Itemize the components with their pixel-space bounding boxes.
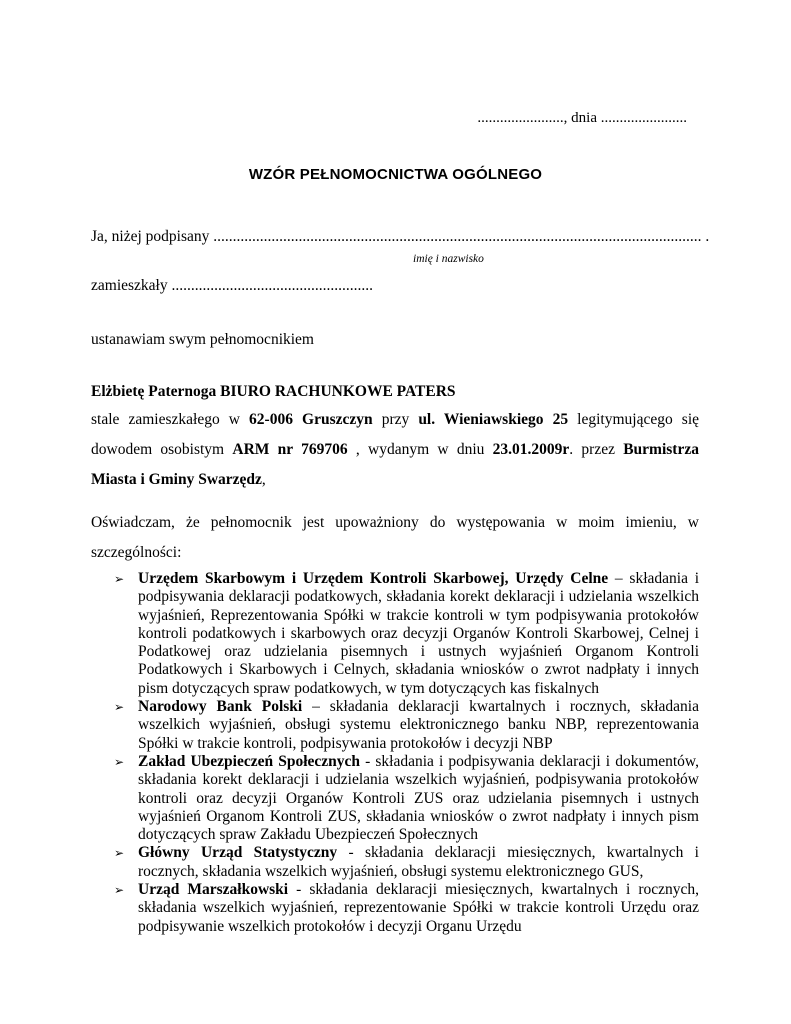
arrow-bullet-icon: ➢	[114, 700, 125, 715]
attorney-address-line: stale zamieszkałego w 62-006 Gruszczyn przy ul. Wieniawskiego 25 legitymującego się	[91, 411, 699, 428]
list-item-line: podpisywanie wszelkich protokołów i decyzji Organu Urzędu	[138, 917, 522, 935]
list-item-text	[138, 698, 699, 753]
list-item-line: wyjaśnień, Reprezentowania Spółki w trakcie kontroli w tym podpisywania protokołów	[138, 606, 699, 624]
list-item	[91, 570, 699, 698]
appoint-line: ustanawiam swym pełnomocnikiem	[91, 331, 314, 348]
institution-name: Główny Urząd Statystyczny	[138, 844, 338, 862]
list-item-text	[138, 570, 699, 698]
declaration-line-2: szczególności:	[91, 544, 182, 561]
list-item-line: podpisywania deklaracji podatkowych, składania korekt deklaracji i udzielania wszelkich	[138, 588, 699, 606]
list-item-line: składania wszelkich wyjaśnień, reprezentowanie Spółki w trakcie kontroli Urzędu oraz	[138, 899, 699, 917]
arrow-bullet-icon: ➢	[114, 754, 125, 769]
list-item-line: kontroli oraz decyzji Organów Kontroli ZUS oraz udzielania pisemnych i ustnych	[138, 789, 699, 807]
list-item	[91, 844, 699, 881]
list-item	[91, 881, 699, 936]
list-item-line: Podatkowych i Skarbowych i Celnych, składania wniosków o zwrot nadpłaty i innych	[138, 661, 699, 679]
attorney-details	[91, 405, 699, 495]
list-item-line: Urząd Marszałkowski - składania deklaracji miesięcznych, kwartalnych i rocznych,	[138, 881, 700, 899]
declaration-paragraph	[91, 508, 699, 568]
list-item-line: dotyczących spraw Zakładu Ubezpieczeń Społecznych	[138, 826, 478, 844]
list-item-line: Urzędem Skarbowym i Urzędem Kontroli Skarbowej, Urzędy Celne – składania i	[138, 570, 700, 587]
name-caption: imię i nazwisko	[413, 253, 484, 265]
attorney-name: Elżbietę Paternoga BIURO RACHUNKOWE PATERS	[91, 383, 456, 400]
institution-name: Urząd Marszałkowski	[138, 881, 289, 899]
attorney-id-line: dowodem osobistym ARM nr 769706 , wydanym w dniu 23.01.2009r. przez Burmistrza	[91, 441, 699, 458]
list-item-line: wyjaśnień Organom Kontroli ZUS, składania wniosków o zwrot nadpłaty i innych pism	[138, 807, 699, 825]
list-item-line: Zakład Ubezpieczeń Społecznych - składania i podpisywania deklaracji i dokumentów,	[138, 752, 699, 770]
list-item-text	[138, 753, 699, 844]
list-item	[91, 753, 699, 844]
list-item-line: wszelkich wyjaśnień, obsługi systemu elektronicznego banku NBP, reprezentowania	[138, 716, 699, 734]
list-item	[91, 698, 699, 753]
institution-name: Narodowy Bank Polski	[138, 698, 303, 716]
list-item-line: Spółki w trakcie kontroli, podpisywania protokołów i decyzji NBP	[138, 734, 553, 752]
arrow-bullet-icon: ➢	[114, 572, 125, 586]
institution-name: Urzędem Skarbowym i Urzędem Kontroli Skarbowej, Urzędy Celne	[138, 570, 609, 587]
list-item-text	[138, 881, 699, 936]
list-item-line: rocznych, składania wszelkich wyjaśnień, obsługi systemu elektronicznego GUS,	[138, 862, 644, 880]
list-item-line: Główny Urząd Statystyczny - składania deklaracji miesięcznych, kwartalnych i	[138, 844, 699, 862]
institution-name: Zakład Ubezpieczeń Społecznych	[138, 752, 361, 770]
list-item-line: pism dotyczących spraw podatkowych, w tym dotyczących kas fiskalnych	[138, 679, 599, 697]
arrow-bullet-icon: ➢	[114, 846, 125, 861]
principal-name-line: Ja, niżej podpisany .............................................................................................................................. .	[91, 228, 710, 245]
document-title: WZÓR PEŁNOMOCNICTWA OGÓLNEGO	[248, 166, 543, 183]
scope-list	[91, 570, 699, 936]
list-item-line: Podatkowej oraz udzielania pisemnych i ustnych wyjaśnień Organom Kontroli	[138, 643, 699, 661]
arrow-bullet-icon: ➢	[114, 883, 125, 898]
list-item-line: kontroli podatkowych i skarbowych oraz decyzji Organów Kontroli Skarbowej, Celnej i	[138, 624, 699, 642]
principal-residence-line: zamieszkały ....................................................	[91, 277, 373, 294]
list-item-line: składania korekt deklaracji i udzielania wszelkich wyjaśnień, podpisywania protokołów	[138, 771, 699, 789]
declaration-line-1: Oświadczam, że pełnomocnik jest upoważniony do występowania w moim imieniu, w	[91, 514, 699, 531]
list-item-text	[138, 844, 699, 881]
date-place-line: ......................., dnia .......................	[477, 110, 687, 126]
attorney-authority-line: Miasta i Gminy Swarzędz,	[91, 471, 266, 488]
list-item-line: Narodowy Bank Polski – składania deklaracji kwartalnych i rocznych, składania	[138, 698, 699, 716]
